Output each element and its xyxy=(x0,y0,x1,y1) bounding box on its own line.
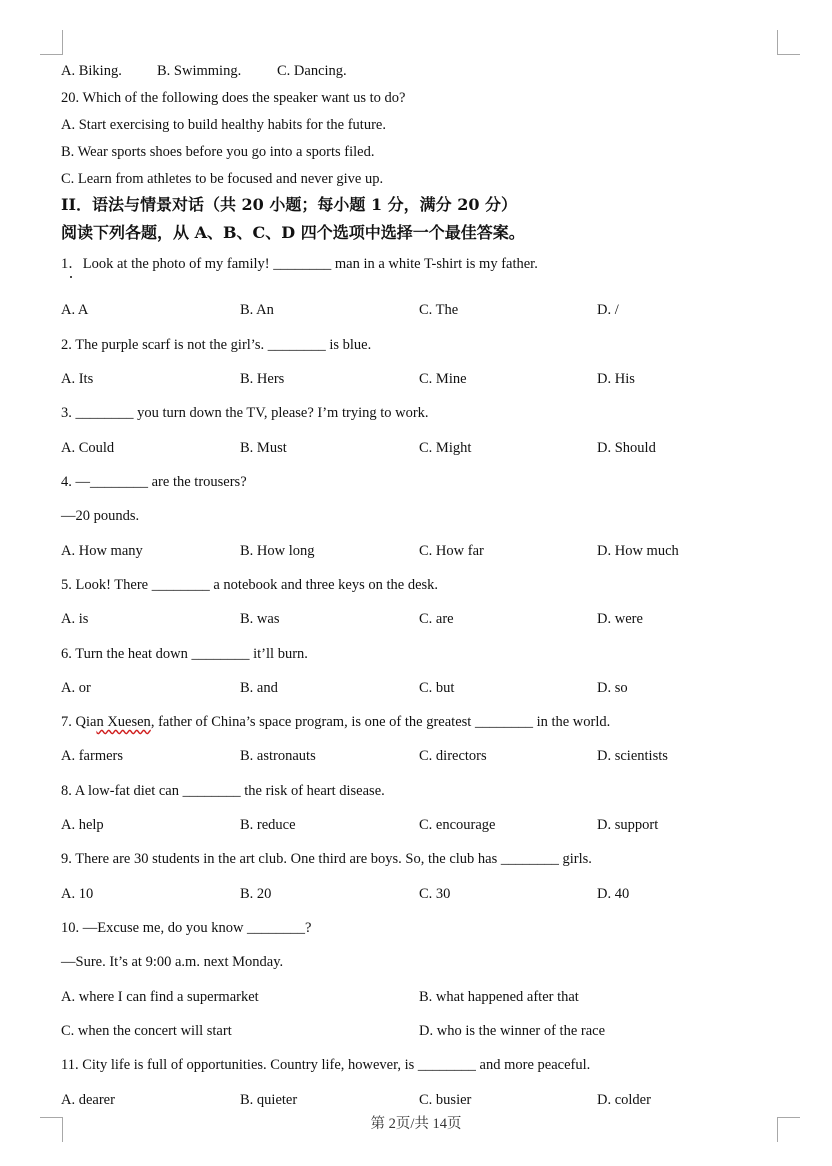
question-text xyxy=(61,713,610,731)
option-text: B. what happened after that xyxy=(419,989,579,1005)
option-text: B. Hers xyxy=(240,371,285,387)
page-corner-mark xyxy=(777,30,800,55)
option-text: B. reduce xyxy=(240,817,296,833)
option-text: D. 40 xyxy=(597,886,630,902)
option-text: C. but xyxy=(419,680,455,696)
question-text: 20. Which of the following does the speaker want us to do? xyxy=(61,90,406,106)
option-text: D. / xyxy=(597,302,619,318)
option-text: C. Learn from athletes to be focused and never give up. xyxy=(61,171,384,187)
option-text: A. Could xyxy=(61,440,115,456)
bullet-dot xyxy=(70,276,72,278)
question-text: 5. Look! There ________ a notebook and three keys on the desk. xyxy=(61,577,439,593)
question-text: 10. —Excuse me, do you know ________? xyxy=(61,920,312,936)
spellcheck-underline: n Xuesen xyxy=(96,714,151,730)
option-text: C. when the concert will start xyxy=(61,1023,232,1039)
option-text: C. How far xyxy=(419,543,484,559)
option-text: B. Swimming. xyxy=(157,63,242,79)
option-text: C. Mine xyxy=(419,371,467,387)
option-text: D. who is the winner of the race xyxy=(419,1023,606,1039)
question-text: 3. ________ you turn down the TV, please? I’m trying to work. xyxy=(61,405,429,421)
option-text: C. Dancing. xyxy=(277,63,347,79)
option-text: A. Biking. xyxy=(61,63,122,79)
option-text: D. scientists xyxy=(597,748,668,764)
option-text: A. is xyxy=(61,611,89,627)
option-text: A. How many xyxy=(61,543,143,559)
option-text: C. directors xyxy=(419,748,487,764)
option-text: C. Might xyxy=(419,440,472,456)
option-text: D. support xyxy=(597,817,659,833)
option-text: A. or xyxy=(61,680,91,696)
option-text: B. An xyxy=(240,302,274,318)
option-text: A. Start exercising to build healthy habits for the future. xyxy=(61,117,386,133)
question-text: 11. City life is full of opportunities. Country life, however, is ________ and more peaceful. xyxy=(61,1057,591,1073)
option-text: A. help xyxy=(61,817,104,833)
option-text: C. encourage xyxy=(419,817,496,833)
option-text: D. so xyxy=(597,680,628,696)
question-text: 8. A low-fat diet can ________ the risk of heart disease. xyxy=(61,783,385,799)
option-text: D. were xyxy=(597,611,643,627)
question-text-with-name: 7. Qian Xuesen, father of China’s space program, is one of the greatest ________ in the world. xyxy=(61,714,611,730)
page-corner-mark xyxy=(40,30,63,55)
option-text: B. Must xyxy=(240,440,287,456)
option-text: A. 10 xyxy=(61,886,94,902)
option-text: A. Its xyxy=(61,371,94,387)
option-text: A. farmers xyxy=(61,748,124,764)
option-text: C. busier xyxy=(419,1092,472,1108)
option-text: C. 30 xyxy=(419,886,451,902)
question-text: 9. There are 30 students in the art club. One third are boys. So, the club has ________ girls. xyxy=(61,851,592,867)
option-text: B. astronauts xyxy=(240,748,316,764)
option-text: D. His xyxy=(597,371,635,387)
option-text: C. The xyxy=(419,302,459,318)
option-text: A. A xyxy=(61,302,89,318)
option-text: A. where I can find a supermarket xyxy=(61,989,259,1005)
section-instruction: 阅读下列各题，从 A、B、C、D 四个选项中选择一个最佳答案。 xyxy=(61,223,525,242)
option-text: D. Should xyxy=(597,440,656,456)
option-text: B. and xyxy=(240,680,278,696)
section-title: II．语法与情景对话（共 20 小题；每小题 1 分，满分 20 分） xyxy=(61,195,518,214)
option-text: B. quieter xyxy=(240,1092,298,1108)
question-text: 1．Look at the photo of my family! ________ man in a white T-shirt is my father. xyxy=(61,256,538,272)
option-text: B. was xyxy=(240,611,280,627)
option-text: C. are xyxy=(419,611,454,627)
option-text: B. Wear sports shoes before you go into a sports filed. xyxy=(61,144,375,160)
dialogue-line: —Sure. It’s at 9:00 a.m. next Monday. xyxy=(61,954,284,970)
option-text: B. 20 xyxy=(240,886,272,902)
question-text: 4. —________ are the trousers? xyxy=(61,474,247,490)
question-text: 2. The purple scarf is not the girl’s. ________ is blue. xyxy=(61,337,372,353)
option-text: D. How much xyxy=(597,543,679,559)
option-text: D. colder xyxy=(597,1092,651,1108)
option-text: A. dearer xyxy=(61,1092,115,1108)
page-number: 第 2页/共 14页 xyxy=(370,1116,462,1132)
question-text: 6. Turn the heat down ________ it’ll burn. xyxy=(61,646,308,662)
dialogue-line: —20 pounds. xyxy=(61,508,140,524)
option-text: B. How long xyxy=(240,543,315,559)
